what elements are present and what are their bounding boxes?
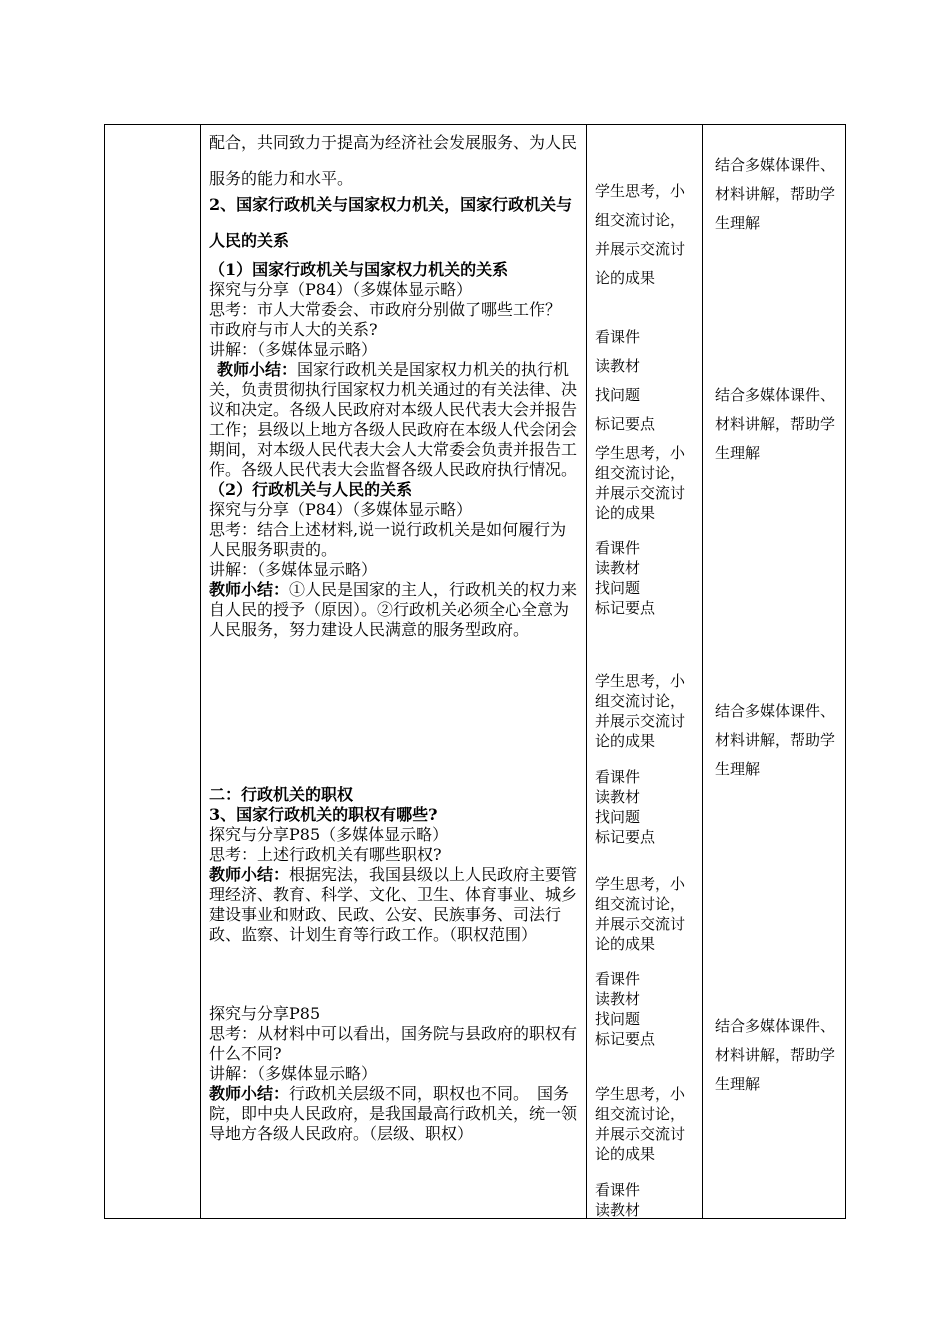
activity-read-2: 看课件 读教材 找问题 标记要点	[595, 539, 656, 617]
content-block-2	[209, 785, 579, 945]
summary-3: 教师小结：根据宪法，我国县级以上人民政府主要管理经济、教育、科学、文化、卫生、体育事业、城乡建设事业和财政、民政、公安、民族事务、司法行政、监察、计划生育等行政工作。（职权范围）	[209, 865, 578, 944]
summary-1: 教师小结：国家行政机关是国家权力机关的执行机关，负责贯彻执行国家权力机关通过的有关法律、决议和决定。各级人民政府对本级人民代表大会并报告工作；县级以上地方各级人民政府在本级人代会闭会期间，对本级人民代表大会人大常委会负责并报告工作。各级人民代表大会监督各级人民政府执行情况。	[209, 360, 578, 479]
think-3: 思考：上述行政机关有哪些职权?	[209, 845, 442, 864]
activity-read-3: 看课件 读教材 找问题 标记要点	[595, 768, 656, 846]
summary-label: 教师小结：	[217, 360, 298, 379]
section-heading-2: 二：行政机关的职权	[209, 785, 354, 804]
student-activity-column	[587, 125, 703, 1218]
summary-label: 教师小结：	[209, 580, 290, 599]
paragraph-continuation: 配合，共同致力于提高为经济社会发展服务、为人民服务的能力和水平。	[209, 133, 578, 188]
activity-discuss-3: 学生思考，小组交流讨论，并展示交流讨论的成果	[595, 672, 686, 750]
activity-read-5: 看课件 读教材	[595, 1181, 641, 1219]
explain-2: 讲解：（多媒体显示略）	[209, 560, 378, 579]
activity-discuss-1: 学生思考，小组交流讨论，并展示交流讨论的成果	[595, 182, 686, 287]
activity-discuss-5: 学生思考，小组交流讨论，并展示交流讨论的成果	[595, 1085, 686, 1163]
explore-1: 探究与分享（P84）（多媒体显示略）	[209, 280, 473, 299]
heading-2-2: （2）行政机关与人民的关系	[209, 480, 413, 499]
summary-4: 教师小结：行政机关层级不同，职权也不同。 国务院，即中央人民政府，是我国最高行政机关，统一领导地方各级人民政府。（层级、职权）	[209, 1084, 578, 1143]
heading-3: 3、国家行政机关的职权有哪些?	[209, 805, 438, 824]
heading-2-1: （1）国家行政机关与国家权力机关的关系	[209, 260, 509, 279]
design-intent-column	[703, 125, 845, 1218]
lesson-plan-table	[104, 124, 846, 1219]
heading-2: 2、国家行政机关与国家权力机关，国家行政机关与人民的关系	[209, 195, 573, 250]
explain-1: 讲解：（多媒体显示略）	[209, 340, 378, 359]
summary-label: 教师小结：	[209, 1084, 290, 1103]
explain-4: 讲解：（多媒体显示略）	[209, 1064, 378, 1083]
summary-label: 教师小结：	[209, 865, 290, 884]
design-note-1: 结合多媒体课件、材料讲解，帮助学生理解	[715, 156, 836, 232]
explore-4: 探究与分享P85	[209, 1004, 321, 1023]
teaching-content-column	[201, 125, 587, 1218]
content-block-3	[209, 1004, 579, 1144]
think-4: 思考：从材料中可以看出，国务院与县政府的职权有什么不同?	[209, 1024, 578, 1063]
think-2: 思考：结合上述材料,说一说行政机关是如何履行为人民服务职责的。	[209, 520, 567, 559]
activity-discuss-2: 学生思考，小组交流讨论，并展示交流讨论的成果	[595, 444, 686, 522]
activity-read-1: 看课件 读教材 找问题 标记要点	[595, 328, 656, 433]
summary-2: 教师小结：①人民是国家的主人，行政机关的权力来自人民的授予（原因）。②行政机关必须全心全意为人民服务，努力建设人民满意的服务型政府。	[209, 580, 578, 639]
explore-3: 探究与分享P85（多媒体显示略）	[209, 825, 449, 844]
activity-read-4: 看课件 读教材 找问题 标记要点	[595, 970, 656, 1048]
design-note-3: 结合多媒体课件、材料讲解，帮助学生理解	[715, 702, 836, 778]
design-note-4: 结合多媒体课件、材料讲解，帮助学生理解	[715, 1017, 836, 1093]
content-block-1	[209, 260, 579, 640]
activity-discuss-4: 学生思考，小组交流讨论，并展示交流讨论的成果	[595, 875, 686, 953]
explore-2: 探究与分享（P84）（多媒体显示略）	[209, 500, 473, 519]
think-1: 思考：市人大常委会、市政府分别做了哪些工作？ 市政府与市人大的关系?	[209, 300, 578, 339]
design-note-2: 结合多媒体课件、材料讲解，帮助学生理解	[715, 386, 836, 462]
